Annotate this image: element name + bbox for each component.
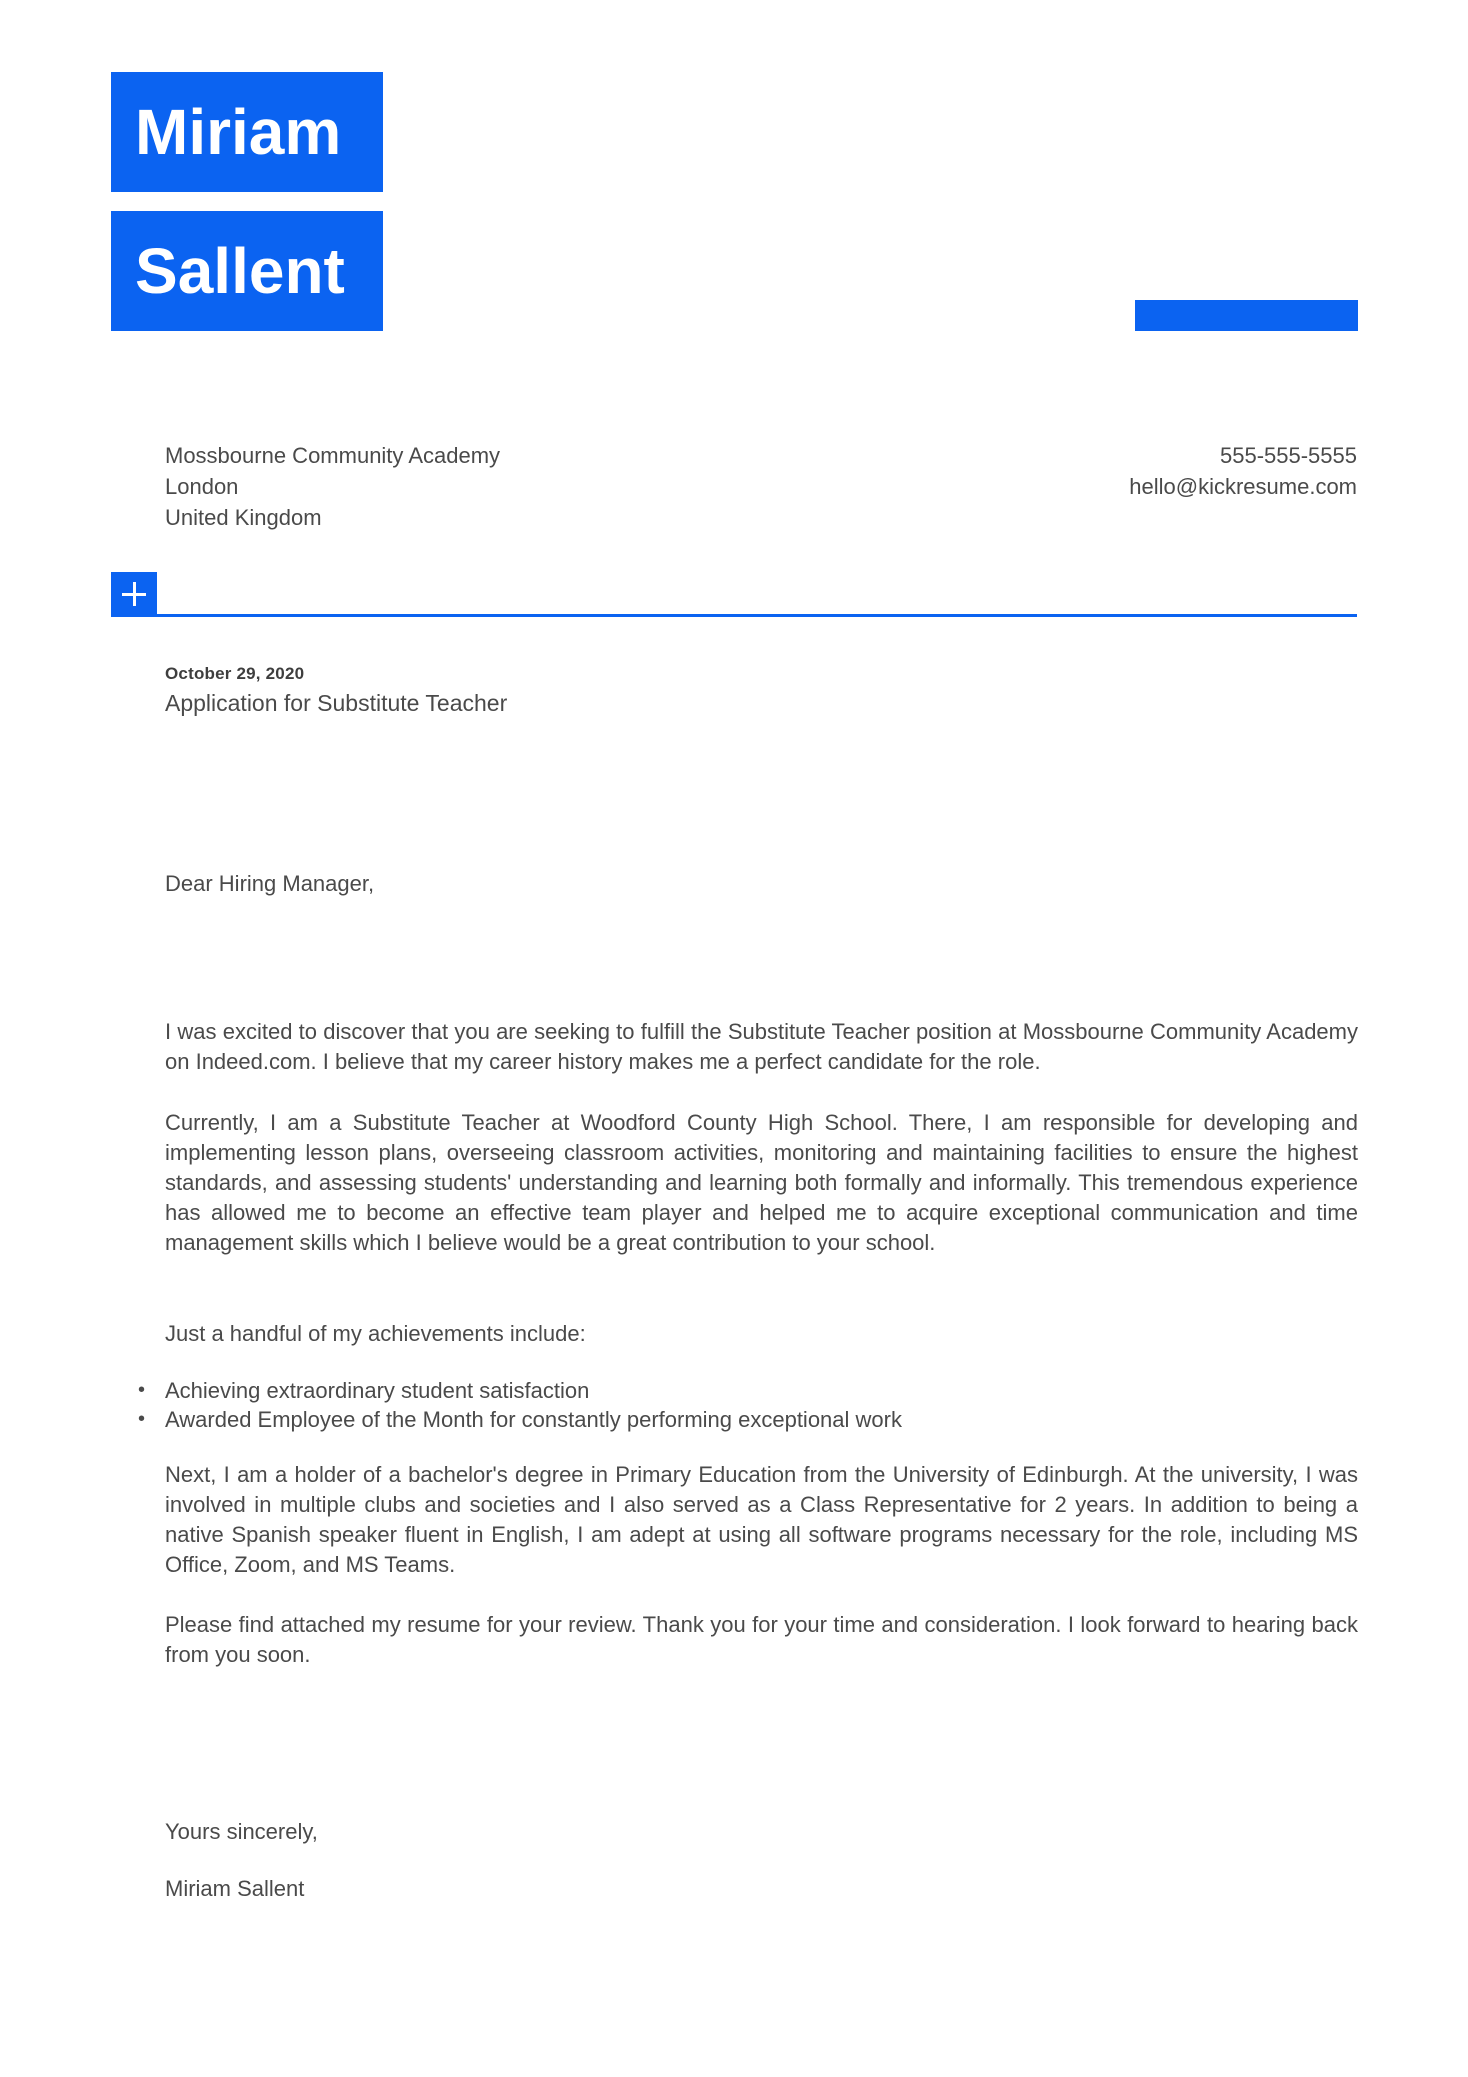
paragraph-intro: I was excited to discover that you are seeking to fulfill the Substitute Teacher position at Mossbourne Community Academy on Indeed.com. I believe that my career history makes me a perfect candidate for the role. — [165, 1019, 1358, 1074]
paragraph-closing: Please find attached my resume for your review. Thank you for your time and consideration. I look forward to hearing back from you soon. — [165, 1612, 1358, 1667]
valediction: Yours sincerely, — [165, 1819, 318, 1844]
contact-email: hello@kickresume.com — [1129, 474, 1357, 499]
last-name-banner — [111, 211, 383, 331]
recipient-address — [165, 440, 500, 533]
plus-icon-bar-vertical — [133, 582, 136, 606]
recipient-city: London — [165, 474, 239, 499]
divider-line — [157, 614, 1357, 617]
last-name: Sallent — [135, 235, 345, 307]
contact-phone: 555-555-5555 — [1219, 443, 1357, 468]
bullet-icon: • — [138, 1379, 146, 1401]
signature-name: Miriam Sallent — [165, 1876, 305, 1901]
paragraph-current-role: Currently, I am a Substitute Teacher at Woodford County High School. There, I am responsible for developing and implementing lesson plans, overseeing classroom activities, monitoring and maintaining facilities to ensure the highest standards, and assessing students' understanding and learning both formally and informally. This tremendous experience has allowed me to become an effective team player and helped me to acquire exceptional communication and time management skills which I believe would be a great contribution to your school. — [165, 1110, 1358, 1255]
recipient-company: Mossbourne Community Academy — [165, 443, 501, 468]
first-name: Miriam — [135, 96, 342, 168]
recipient-country: United Kingdom — [165, 505, 322, 530]
letter-date: October 29, 2020 — [165, 664, 305, 683]
plus-icon — [111, 572, 157, 617]
achievement-text: Awarded Employee of the Month for constantly performing exceptional work — [165, 1407, 902, 1432]
achievement-text: Achieving extraordinary student satisfaction — [165, 1378, 590, 1403]
letter-subject: Application for Substitute Teacher — [165, 690, 508, 716]
bullet-icon: • — [138, 1408, 146, 1430]
first-name-banner — [111, 72, 383, 192]
achievements-list — [138, 1376, 1358, 1434]
achievements-intro: Just a handful of my achievements include: — [165, 1321, 586, 1346]
list-item — [138, 1405, 1358, 1434]
list-item — [138, 1376, 1358, 1405]
accent-bar — [1135, 300, 1358, 331]
contact-info — [1129, 440, 1357, 502]
paragraph-education: Next, I am a holder of a bachelor's degree in Primary Education from the University of Edinburgh. At the university, I was involved in multiple clubs and societies and I also served as a Class Representative for 2 years. In addition to being a native Spanish speaker fluent in English, I am adept at using all software programs necessary for the role, including MS Office, Zoom, and MS Teams. — [165, 1462, 1358, 1577]
salutation: Dear Hiring Manager, — [165, 871, 375, 896]
